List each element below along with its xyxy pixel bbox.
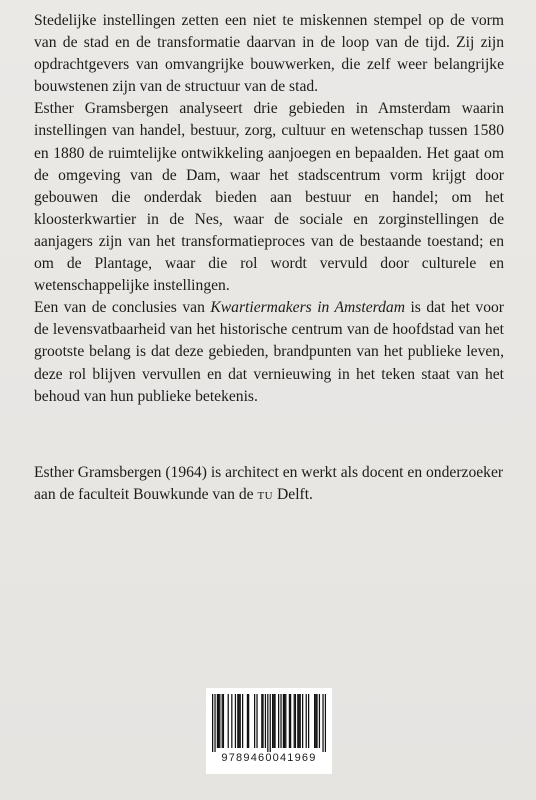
barcode-bar xyxy=(274,694,275,748)
barcode-bar xyxy=(238,694,239,748)
blurb-paragraph-1: Stedelijke instellingen zetten een niet te miskennen stempel op de vorm van de stad en de transformatie daarvan in de loop van de tijd. Zij zijn opdrachtgevers van omvangrijke bouwwerken, die zelf weer belangrijke bouwstenen zijn van de structuur van de stad. xyxy=(34,12,504,96)
author-bio-body: Esther Gramsbergen (1964) is architect en werkt als docent en onderzoeker aan de faculteit Bouwkunde van de xyxy=(34,464,504,504)
isbn-number: 9789460041969 xyxy=(221,752,317,764)
barcode-bar xyxy=(272,694,273,748)
barcode-bar xyxy=(290,694,291,748)
barcode-bar xyxy=(283,694,284,748)
author-bio-text xyxy=(34,462,504,506)
isbn-barcode xyxy=(206,688,332,774)
barcode-bars xyxy=(212,694,326,752)
barcode-bar xyxy=(316,694,317,748)
barcode-bar xyxy=(325,694,326,752)
author-bio xyxy=(34,462,504,506)
barcode-bar xyxy=(262,694,263,748)
barcode-bar xyxy=(319,694,320,748)
author-bio-end: Delft. xyxy=(273,486,313,504)
barcode-bar xyxy=(284,694,285,748)
barcode-bar xyxy=(314,694,315,748)
book-title-italic: Kwartiermakers in Amsterdam xyxy=(210,299,405,317)
barcode-bar xyxy=(300,694,301,748)
barcode-bar xyxy=(247,694,248,748)
barcode-bar xyxy=(240,694,241,748)
barcode-bar xyxy=(289,694,290,748)
barcode-bar xyxy=(214,694,215,752)
blurb-paragraph-3 xyxy=(34,297,504,407)
barcode-bar xyxy=(278,694,279,748)
barcode-bar xyxy=(295,694,296,748)
barcode-bar xyxy=(267,694,268,752)
barcode-bar xyxy=(256,694,257,748)
barcode-bar xyxy=(315,694,316,748)
barcode-bar xyxy=(231,694,232,748)
barcode-bar xyxy=(306,694,307,748)
barcode-bar xyxy=(265,694,266,748)
barcode-bar xyxy=(261,694,262,748)
barcode-bar xyxy=(222,694,223,748)
barcode-bar xyxy=(285,694,286,748)
blurb-text xyxy=(34,10,504,408)
barcode-bar xyxy=(218,694,219,748)
blurb-paragraph-2: Esther Gramsbergen analyseert drie gebieden in Amsterdam waarin instellingen van handel, bestuur, zorg, cultuur en wetenschap tussen 1580 en 1880 de ruimtelijke ontwikkeling aanjoegen en bepaalden. Het gaat om de omgeving van de Dam, waar het stadscentrum vorm krijgt door gebouwen die onderdak bieden aan bestuur en handel; om het kloosterkwartier in de Nes, waar de sociale en zorginstellingen de aanjagers zijn van het transformatieproces van de bestaande toestand; en om de Plantage, waar die rol wordt vervuld door culturele en wetenschappelijke instellingen. xyxy=(34,100,504,295)
barcode-bar xyxy=(297,694,298,748)
barcode-bar xyxy=(242,694,243,748)
barcode-bar xyxy=(254,694,255,748)
barcode-bar xyxy=(248,694,249,748)
barcode-bar xyxy=(308,694,309,748)
barcode-bar xyxy=(228,694,229,748)
barcode-bar xyxy=(223,694,224,748)
conclusion-intro: Een van de conclusies van xyxy=(34,299,211,317)
barcode-bar xyxy=(217,694,218,748)
barcode-bar xyxy=(212,694,213,752)
conclusion-body: is dat het voor de levensvatbaarheid van het historische centrum van de hoofdstad van het grootste belang is dat deze gebieden, brandpunten van het publieke leven, deze rol blijven vervullen en dat vernieuwing in het teken staat van het behoud van hun publieke betekenis. xyxy=(34,299,504,405)
barcode-bar xyxy=(235,694,236,748)
barcode-bar xyxy=(322,694,323,752)
barcode-bar xyxy=(294,694,295,748)
barcode-bar xyxy=(237,694,238,748)
barcode-bar xyxy=(302,694,303,748)
barcode-bar xyxy=(298,694,299,748)
barcode-bar xyxy=(280,694,281,748)
university-abbreviation: tu xyxy=(257,486,274,504)
barcode-bar xyxy=(219,694,220,748)
barcode-bar xyxy=(270,694,271,752)
barcode-bar xyxy=(273,694,274,748)
